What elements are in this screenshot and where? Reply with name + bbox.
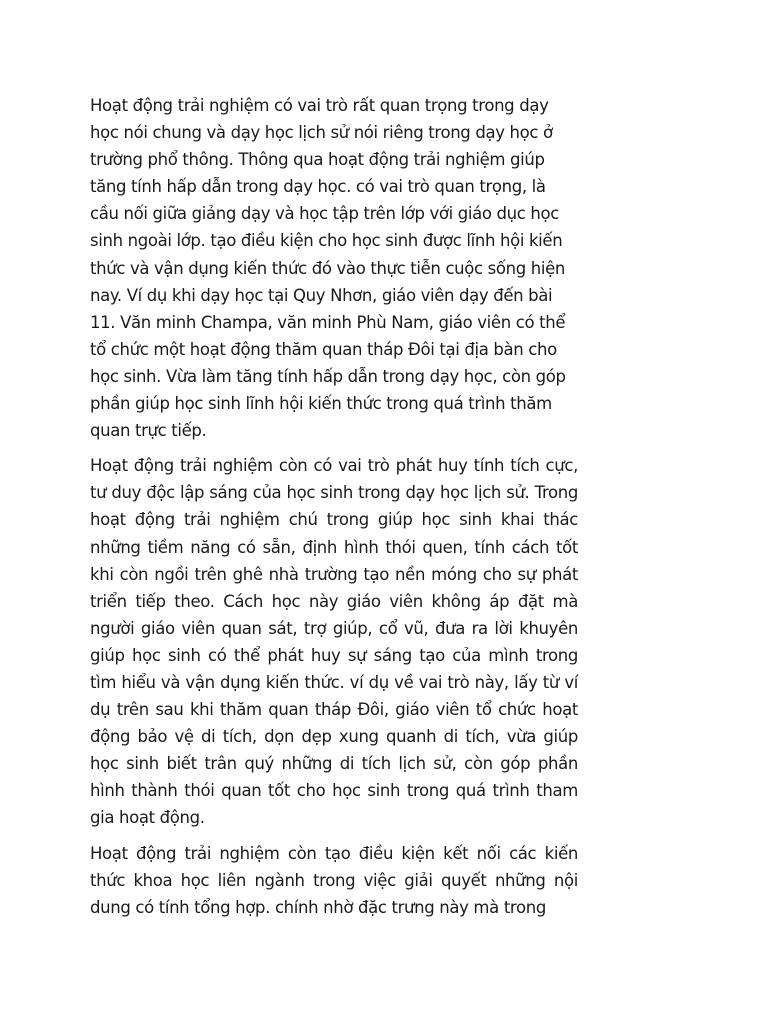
document-body [90, 92, 578, 929]
paragraph-3: Hoạt động trải nghiệm còn tạo điều kiện kết nối các kiến thức khoa học liên ngành trong việc giải quyết những nội dung có tính tổng hợp. chính nhờ đặc trưng này mà trong [90, 843, 578, 917]
paragraph-1: Hoạt động trải nghiệm có vai trò rất quan trọng trong dạy học nói chung và dạy học lịch sử nói riêng trong dạy học ở trường phổ thông. Thông qua hoạt động trải nghiệm giúp tăng tính hấp dẫn trong dạy học. có vai trò quan trọng, là cầu nối giữa giảng dạy và học tập trên lớp với giáo dục học sinh ngoài lớp. tạo điều kiện cho học sinh được lĩnh hội kiến thức và vận dụng kiến thức đó vào thực tiễn cuộc sống hiện nay. Ví dụ khi dạy học tại Quy Nhơn, giáo viên dạy đến bài 11. Văn minh Champa, văn minh Phù Nam, giáo viên có thể tổ chức một hoạt động thăm quan tháp Đôi tại địa bàn cho học sinh. Vừa làm tăng tính hấp dẫn trong dạy học, còn góp phần giúp học sinh lĩnh hội kiến thức trong quá trình thăm quan trực tiếp. [90, 96, 566, 441]
paragraph-2: Hoạt động trải nghiệm còn có vai trò phát huy tính tích cực, tư duy độc lập sáng của học sinh trong dạy học lịch sử. Trong hoạt động trải nghiệm chú trong giúp học sinh khai thác những tiềm năng có sẵn, định hình thói quen, tính cách tốt khi còn ngồi trên ghê nhà trường tạo nền móng cho sự phát triển tiếp theo. Cách học này giáo viên không áp đặt mà người giáo viên quan sát, trợ giúp, cổ vũ, đưa ra lời khuyên giúp học sinh có thể phát huy sự sáng tạo của mình trong tìm hiểu và vận dụng kiến thức. ví dụ về vai trò này, lấy từ ví dụ trên sau khi thăm quan tháp Đôi, giáo viên tổ chức hoạt động bảo vệ di tích, dọn dẹp xung quanh di tích, vừa giúp học sinh biết trân quý những di tích lịch sử, còn góp phần hình thành thói quan tốt cho học sinh trong quá trình tham gia hoạt động. [90, 456, 578, 828]
